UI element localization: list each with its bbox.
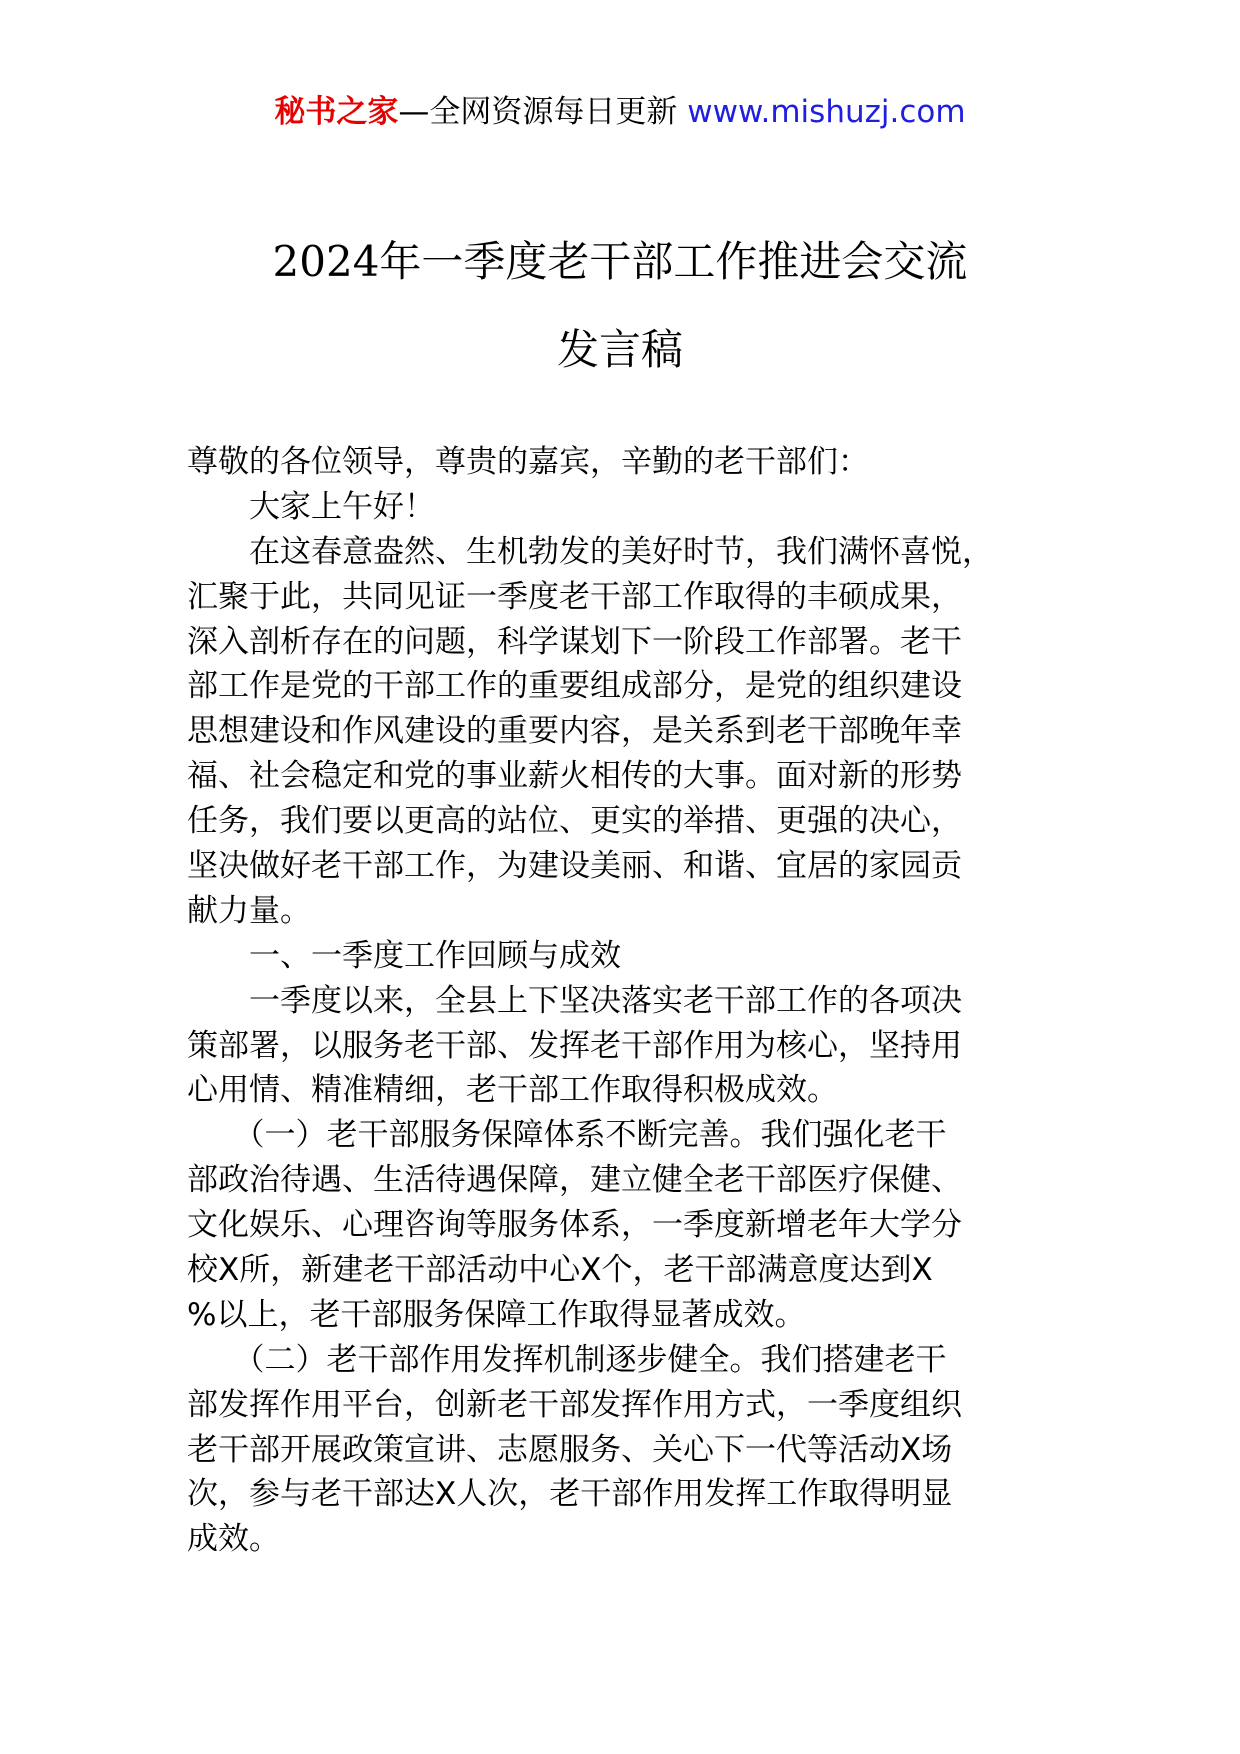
brand-name: 秘书之家 bbox=[274, 94, 399, 130]
body-line: 校X所，新建老干部活动中心X个，老干部满意度达到X bbox=[187, 1252, 933, 1289]
body-line: 一季度以来，全县上下坚决落实老干部工作的各项决 bbox=[187, 982, 962, 1019]
body-line: 策部署，以服务老干部、发挥老干部作用为核心，坚持用 bbox=[187, 1027, 962, 1064]
body-line: 老干部开展政策宣讲、志愿服务、关心下一代等活动X场 bbox=[187, 1431, 953, 1468]
document-title-line-2: 发言稿 bbox=[556, 325, 683, 374]
body-line: 部发挥作用平台，创新老干部发挥作用方式，一季度组织 bbox=[187, 1386, 962, 1423]
body-line: 大家上午好！ bbox=[187, 488, 435, 525]
body-line: 献力量。 bbox=[187, 892, 311, 929]
body-line: 福、社会稳定和党的事业薪火相传的大事。面对新的形势 bbox=[187, 758, 962, 795]
site-url-link[interactable]: www.mishuzj.com bbox=[687, 94, 966, 130]
body-line: （一）老干部服务保障体系不断完善。我们强化老干 bbox=[187, 1117, 947, 1154]
body-line: 成效。 bbox=[187, 1521, 280, 1558]
body-line: （二）老干部作用发挥机制逐步健全。我们搭建老干 bbox=[187, 1341, 947, 1378]
body-line: 汇聚于此，共同见证一季度老干部工作取得的丰硕成果， bbox=[187, 578, 962, 615]
body-line: 深入剖析存在的问题，科学谋划下一阶段工作部署。老干 bbox=[187, 623, 962, 660]
site-header bbox=[0, 92, 1240, 132]
body-line: 次，参与老干部达X人次，老干部作用发挥工作取得明显 bbox=[187, 1476, 953, 1513]
body-line: 在这春意盎然、生机勃发的美好时节，我们满怀喜悦， bbox=[187, 533, 993, 570]
body-line: 心用情、精准精细，老干部工作取得积极成效。 bbox=[187, 1072, 838, 1109]
document-body bbox=[187, 440, 1087, 1562]
body-line: 坚决做好老干部工作，为建设美丽、和谐、宜居的家园贡 bbox=[187, 848, 962, 885]
body-line: %以上，老干部服务保障工作取得显著成效。 bbox=[187, 1296, 806, 1333]
section-heading: 一、一季度工作回顾与成效 bbox=[187, 937, 621, 974]
body-line: 部工作是党的干部工作的重要组成部分，是党的组织建设 bbox=[187, 668, 962, 705]
body-line: 文化娱乐、心理咨询等服务体系，一季度新增老年大学分 bbox=[187, 1207, 962, 1244]
body-line: 尊敬的各位领导，尊贵的嘉宾，辛勤的老干部们： bbox=[187, 444, 869, 480]
header-slogan: —全网资源每日更新 bbox=[398, 94, 678, 130]
body-line: 思想建设和作风建设的重要内容，是关系到老干部晚年幸 bbox=[187, 713, 962, 750]
document-title-line-1: 2024年一季度老干部工作推进会交流 bbox=[272, 237, 968, 286]
body-line: 部政治待遇、生活待遇保障，建立健全老干部医疗保健、 bbox=[187, 1162, 962, 1199]
body-line: 任务，我们要以更高的站位、更实的举措、更强的决心， bbox=[187, 803, 962, 840]
